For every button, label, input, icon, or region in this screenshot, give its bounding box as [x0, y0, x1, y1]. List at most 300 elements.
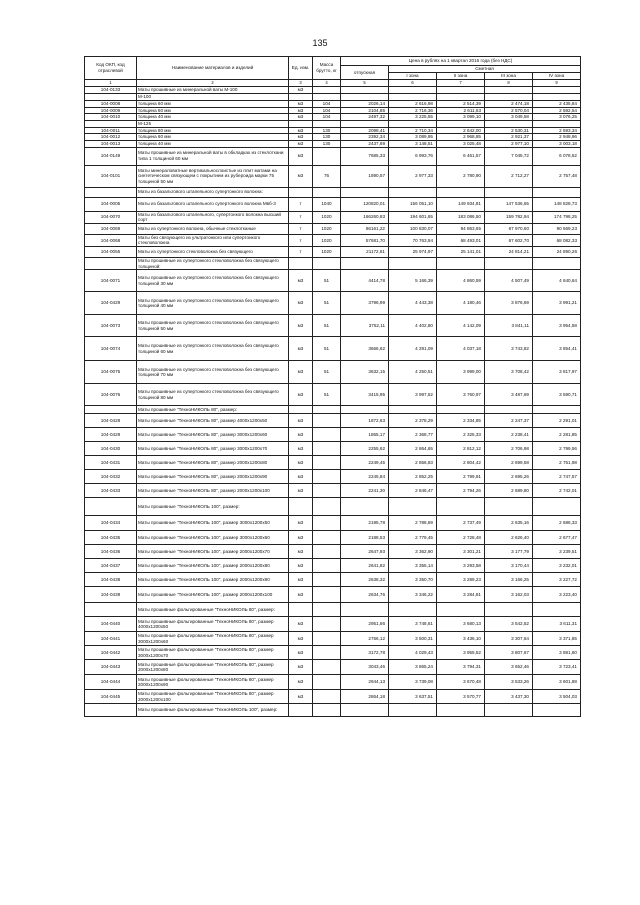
row-price-otpusk: 2188,53 — [341, 531, 389, 545]
header-name: Наименование материалов и изделий — [137, 57, 289, 80]
row-unit: м3 — [289, 675, 313, 690]
row-unit: т — [289, 246, 313, 257]
colnum: 2 — [137, 80, 289, 87]
row-code — [85, 704, 137, 717]
row-price-zone2: 3 794,31 — [437, 660, 485, 675]
row-name: толщина 60 мм — [137, 101, 289, 108]
row-mass: 104 — [313, 114, 341, 121]
table-row — [85, 140, 581, 147]
row-price-zone1: 4 029,43 — [389, 646, 437, 660]
row-mass — [313, 632, 341, 646]
row-price-zone1: 2 710,34 — [389, 127, 437, 134]
row-price-otpusk: 2944,13 — [341, 675, 389, 690]
row-price-zone1: 100 830,07 — [389, 223, 437, 234]
row-price-zone2: 2 780,90 — [437, 165, 485, 187]
row-unit: м3 — [289, 531, 313, 545]
row-price-zone2: 3 999,00 — [437, 361, 485, 384]
row-name: Маты прошивные из минеральной ваты в обкладках из стеклоткани типа 1 толщиной 60 мм — [137, 147, 289, 165]
row-price-zone3: 3 307,64 — [485, 632, 533, 646]
row-price-zone2 — [437, 94, 485, 101]
row-price-zone2: 2 514,39 — [437, 101, 485, 108]
row-unit: м3 — [289, 107, 313, 114]
row-price-zone1: 2 846,47 — [389, 484, 437, 498]
table-row — [85, 87, 581, 94]
row-price-zone2 — [437, 187, 485, 197]
row-mass — [313, 147, 341, 165]
row-price-zone4: 2 593,34 — [533, 127, 581, 134]
row-code: 104-0435 — [85, 531, 137, 545]
row-price-zone3: 2 238,41 — [485, 428, 533, 442]
row-mass: 51 — [313, 292, 341, 315]
row-unit: м3 — [289, 545, 313, 559]
table-row — [85, 632, 581, 646]
row-name: Маты прошивные "ТехноНИКОЛЬ 100", размер 2000х1200х80 — [137, 559, 289, 573]
row-price-zone2 — [437, 120, 485, 127]
table-row — [85, 573, 581, 587]
row-mass — [313, 690, 341, 704]
row-price-zone1: 3 739,08 — [389, 675, 437, 690]
row-price-otpusk — [341, 406, 389, 414]
row-code — [85, 498, 137, 516]
row-code: 104-0075 — [85, 361, 137, 384]
table-row — [85, 587, 581, 603]
row-price-zone4: 2 747,57 — [533, 470, 581, 484]
row-price-zone2 — [437, 257, 485, 269]
row-name: Маты прошивные "ТехноНИКОЛЬ 100", размер 2000х1200х70 — [137, 545, 289, 559]
table-row — [85, 246, 581, 257]
row-price-zone1 — [389, 187, 437, 197]
row-mass: 51 — [313, 270, 341, 292]
row-code: 104-0440 — [85, 617, 137, 632]
row-price-zone1 — [389, 257, 437, 269]
colnum: 8 — [485, 80, 533, 87]
row-price-zone3 — [485, 498, 533, 516]
row-price-zone4: 2 686,33 — [533, 516, 581, 531]
row-code: 104-0434 — [85, 516, 137, 531]
row-price-zone3: 2 921,37 — [485, 134, 533, 141]
row-price-zone4: 68 082,33 — [533, 234, 581, 246]
row-price-zone4: 3 590,71 — [533, 384, 581, 406]
row-price-zone3: 3 708,42 — [485, 361, 533, 384]
row-mass: 51 — [313, 384, 341, 406]
table-row — [85, 234, 581, 246]
row-unit: м3 — [289, 660, 313, 675]
row-code: 104-0071 — [85, 270, 137, 292]
row-price-zone2: 2 611,63 — [437, 107, 485, 114]
row-code: 104-0428 — [85, 414, 137, 428]
row-price-zone4: 3 817,97 — [533, 361, 581, 384]
row-price-otpusk: 2641,82 — [341, 559, 389, 573]
table-row — [85, 690, 581, 704]
row-price-zone2: 3 436,10 — [437, 632, 485, 646]
row-price-otpusk: 3043,46 — [341, 660, 389, 675]
row-code: 104-0441 — [85, 632, 137, 646]
row-price-otpusk — [341, 87, 389, 94]
row-price-zone4: 148 828,73 — [533, 197, 581, 211]
row-name: Маты прошивные из супертонкого стекловолокна без связующего толщиной 30 мм — [137, 270, 289, 292]
row-price-zone2: 25 141,01 — [437, 246, 485, 257]
row-code — [85, 257, 137, 269]
colnum: 3 — [289, 80, 313, 87]
row-price-zone2: 3 570,77 — [437, 690, 485, 704]
row-unit: м3 — [289, 337, 313, 361]
row-name: Маты прошивные из супертонкого стекловолокна без связующего толщиной: — [137, 257, 289, 269]
header-code: Код ОКП, код отраслевой — [85, 57, 137, 80]
row-code — [85, 187, 137, 197]
row-price-zone4: 3 601,88 — [533, 675, 581, 690]
row-code: 104-0429 — [85, 292, 137, 315]
row-mass — [313, 617, 341, 632]
row-mass — [313, 704, 341, 717]
row-price-zone2: 2 334,85 — [437, 414, 485, 428]
row-price-zone1 — [389, 498, 437, 516]
row-price-zone1: 2 616,98 — [389, 101, 437, 108]
row-name: толщина 40 мм — [137, 114, 289, 121]
row-code: 104-0012 — [85, 134, 137, 141]
row-price-zone2: 2 799,91 — [437, 470, 485, 484]
row-price-zone1: 6 993,76 — [389, 147, 437, 165]
row-code: 104-0431 — [85, 456, 137, 470]
row-price-zone2: 2 737,49 — [437, 516, 485, 531]
row-price-otpusk: 2026,14 — [341, 101, 389, 108]
row-mass: 76 — [313, 165, 341, 187]
row-price-zone1: 2 716,36 — [389, 107, 437, 114]
row-price-zone2: 3 955,52 — [437, 646, 485, 660]
row-code: 104-0011 — [85, 127, 137, 134]
row-price-zone2: 3 301,21 — [437, 545, 485, 559]
row-price-zone3: 3 743,82 — [485, 337, 533, 361]
table-row — [85, 428, 581, 442]
table-row — [85, 704, 581, 717]
row-price-otpusk: 3172,78 — [341, 646, 389, 660]
row-price-otpusk: 2634,76 — [341, 587, 389, 603]
row-price-otpusk: 3796,99 — [341, 292, 389, 315]
row-name: Маты прошивные фольгированные "ТехноНИКОЛЬ 80", размер 4000х1200х50 — [137, 617, 289, 632]
row-code: 104-0444 — [85, 675, 137, 690]
row-name: Маты без связующего из ультратонкого или супертонкого стекловолокна — [137, 234, 289, 246]
row-name: Маты прошивные "ТехноНИКОЛЬ 80", размер 2000х1200х90 — [137, 470, 289, 484]
row-mass: 104 — [313, 101, 341, 108]
row-name: Маты прошивные "ТехноНИКОЛЬ 80", размер 4000х1200х50 — [137, 414, 289, 428]
row-mass: 130 — [313, 140, 341, 147]
row-name: Маты из базальтового штапельного, супертонкого волокна высший сорт — [137, 211, 289, 223]
row-price-zone3: 2 695,26 — [485, 470, 533, 484]
row-price-zone3: 67 602,70 — [485, 234, 533, 246]
row-unit: м3 — [289, 384, 313, 406]
table-row — [85, 559, 581, 573]
row-price-zone1: 2 864,65 — [389, 442, 437, 456]
row-price-zone3: 3 542,52 — [485, 617, 533, 632]
row-price-zone2: 3 293,58 — [437, 559, 485, 573]
row-price-zone2 — [437, 406, 485, 414]
row-unit: т — [289, 234, 313, 246]
row-code: 104-0013 — [85, 140, 137, 147]
row-price-zone1 — [389, 120, 437, 127]
row-price-zone3: 2 635,16 — [485, 516, 533, 531]
row-code: 104-0074 — [85, 337, 137, 361]
row-price-otpusk: 2104,85 — [341, 107, 389, 114]
row-price-otpusk: 2437,69 — [341, 140, 389, 147]
row-price-zone4: 3 371,85 — [533, 632, 581, 646]
row-unit: м3 — [289, 442, 313, 456]
row-name: Маты прошивные "ТехноНИКОЛЬ 100", размер 2000х1200х90 — [137, 573, 289, 587]
row-price-zone1: 3 997,52 — [389, 384, 437, 406]
row-unit — [289, 498, 313, 516]
row-mass — [313, 187, 341, 197]
row-unit: т — [289, 197, 313, 211]
row-price-zone3: 2 699,58 — [485, 456, 533, 470]
row-unit: м3 — [289, 140, 313, 147]
row-price-otpusk: 120820,01 — [341, 197, 389, 211]
row-mass — [313, 516, 341, 531]
row-code: 104-0436 — [85, 545, 137, 559]
row-code: 104-0070 — [85, 211, 137, 223]
table-row — [85, 361, 581, 384]
row-price-zone1: 3 089,95 — [389, 134, 437, 141]
row-code: 104-0443 — [85, 660, 137, 675]
row-price-zone4: 2 281,85 — [533, 428, 581, 442]
row-mass — [313, 87, 341, 94]
table-row — [85, 165, 581, 187]
row-code: 104-0439 — [85, 587, 137, 603]
row-name: Маты прошивные "ТехноНИКОЛЬ 100", размер: — [137, 498, 289, 516]
table-row — [85, 107, 581, 114]
row-price-zone4 — [533, 704, 581, 717]
row-unit: м3 — [289, 127, 313, 134]
row-price-zone4: 3 954,58 — [533, 315, 581, 337]
row-price-zone4: 2 742,01 — [533, 484, 581, 498]
row-code — [85, 406, 137, 414]
row-price-zone2: 2 812,12 — [437, 442, 485, 456]
row-name: Маты прошивные "ТехноНИКОЛЬ 80", размер: — [137, 406, 289, 414]
page-number: 135 — [312, 38, 328, 48]
row-price-zone1: 2 977,33 — [389, 165, 437, 187]
row-price-otpusk: 3666,62 — [341, 337, 389, 361]
row-price-zone4: 3 003,18 — [533, 140, 581, 147]
row-price-zone3: 3 049,58 — [485, 114, 533, 121]
row-mass — [313, 94, 341, 101]
row-price-zone2: 4 860,59 — [437, 270, 485, 292]
row-price-zone3: 3 841,11 — [485, 315, 533, 337]
row-price-zone2: 3 284,81 — [437, 587, 485, 603]
row-name: Маты минераловатные вертикальнослоистые из плит матами на синтетическом связующем с покрытием из рубероида марки 75 толщиной 50 мм — [137, 165, 289, 187]
row-unit — [289, 704, 313, 717]
row-mass — [313, 559, 341, 573]
table-row — [85, 406, 581, 414]
row-price-zone2: 2 642,00 — [437, 127, 485, 134]
row-mass — [313, 406, 341, 414]
row-price-zone2: 149 934,81 — [437, 197, 485, 211]
table-row — [85, 384, 581, 406]
row-mass — [313, 498, 341, 516]
row-price-zone4 — [533, 603, 581, 617]
row-mass: 130 — [313, 127, 341, 134]
row-code: 104-0433 — [85, 484, 137, 498]
row-price-zone3: 3 652,46 — [485, 660, 533, 675]
row-price-otpusk — [341, 120, 389, 127]
row-price-otpusk: 3415,95 — [341, 384, 389, 406]
row-unit: м3 — [289, 587, 313, 603]
row-price-otpusk: 2392,34 — [341, 134, 389, 141]
row-price-otpusk: 2497,32 — [341, 114, 389, 121]
row-price-zone1 — [389, 87, 437, 94]
row-price-zone2: 3 289,23 — [437, 573, 485, 587]
row-name: Маты прошивные фольгированные "ТехноНИКОЛЬ 80", размер 2000х1200х100 — [137, 690, 289, 704]
row-mass — [313, 442, 341, 456]
row-price-zone3: 67 970,60 — [485, 223, 533, 234]
row-unit: т — [289, 211, 313, 223]
row-name: Маты прошивные фольгированные "ТехноНИКОЛЬ 80", размер 3000х1200х70 — [137, 646, 289, 660]
row-mass — [313, 660, 341, 675]
row-price-otpusk: 2195,78 — [341, 516, 389, 531]
row-price-zone3 — [485, 257, 533, 269]
row-price-zone2 — [437, 87, 485, 94]
table-row — [85, 257, 581, 269]
row-name: Маты из супертонкого волокна, обычные стеклотканые — [137, 223, 289, 234]
row-mass — [313, 675, 341, 690]
colnum: 1 — [85, 80, 137, 87]
row-price-zone3: 7 045,72 — [485, 147, 533, 165]
row-price-zone2: 3 680,13 — [437, 617, 485, 632]
row-price-zone1: 2 852,25 — [389, 470, 437, 484]
row-price-zone1: 2 788,69 — [389, 516, 437, 531]
row-price-otpusk: 2756,12 — [341, 632, 389, 646]
row-price-zone4 — [533, 87, 581, 94]
row-price-otpusk — [341, 257, 389, 269]
row-unit: м3 — [289, 315, 313, 337]
table-row — [85, 211, 581, 223]
row-code: 104-0069 — [85, 223, 137, 234]
row-code: 104-0442 — [85, 646, 137, 660]
row-price-otpusk: 2864,18 — [341, 690, 389, 704]
row-name: Маты прошивные фольгированные "ТехноНИКОЛЬ 80", размер 2000х1200х80 — [137, 660, 289, 675]
row-price-zone4: 90 569,23 — [533, 223, 581, 234]
table-row — [85, 516, 581, 531]
row-price-zone4: 2 948,96 — [533, 134, 581, 141]
row-price-zone3 — [485, 120, 533, 127]
row-unit: м3 — [289, 414, 313, 428]
row-unit: м3 — [289, 516, 313, 531]
row-mass — [313, 646, 341, 660]
row-price-otpusk: 7685,33 — [341, 147, 389, 165]
row-code: 104-0133 — [85, 87, 137, 94]
row-price-zone2: 3 025,48 — [437, 140, 485, 147]
row-code: 104-0010 — [85, 114, 137, 121]
row-price-otpusk: 3752,11 — [341, 315, 389, 337]
row-price-zone4: 24 890,26 — [533, 246, 581, 257]
colnum: 5 — [341, 80, 389, 87]
row-code: 104-0009 — [85, 107, 137, 114]
row-price-zone3 — [485, 87, 533, 94]
row-price-zone1 — [389, 603, 437, 617]
row-name: Маты из базальтового штапельного супертонкого волокна Мвб-3 — [137, 197, 289, 211]
row-price-zone3: 2 570,04 — [485, 107, 533, 114]
row-price-zone4: 3 854,41 — [533, 337, 581, 361]
row-price-zone3 — [485, 406, 533, 414]
row-mass: 104 — [313, 107, 341, 114]
row-code — [85, 94, 137, 101]
row-price-zone4: 3 991,21 — [533, 292, 581, 315]
row-price-zone4: 3 239,51 — [533, 545, 581, 559]
row-code: 104-0005 — [85, 197, 137, 211]
row-price-zone4: 3 232,01 — [533, 559, 581, 573]
row-price-zone2: 3 760,97 — [437, 384, 485, 406]
table-row — [85, 127, 581, 134]
row-mass — [313, 470, 341, 484]
row-price-zone3: 3 162,03 — [485, 587, 533, 603]
row-unit: м3 — [289, 456, 313, 470]
row-unit: м3 — [289, 165, 313, 187]
row-unit: м3 — [289, 134, 313, 141]
table-row — [85, 337, 581, 361]
row-mass: 51 — [313, 337, 341, 361]
row-price-zone4: 2 435,84 — [533, 101, 581, 108]
colnum: 7 — [437, 80, 485, 87]
row-price-zone4: 2 677,47 — [533, 531, 581, 545]
row-mass: 51 — [313, 315, 341, 337]
row-price-zone4: 3 881,60 — [533, 646, 581, 660]
table-row — [85, 223, 581, 234]
row-price-zone2: 183 086,50 — [437, 211, 485, 223]
table-body — [85, 87, 581, 717]
header-zone2: II зона — [437, 73, 485, 80]
row-price-otpusk: 3632,15 — [341, 361, 389, 384]
row-price-otpusk: 2245,84 — [341, 470, 389, 484]
row-unit — [289, 94, 313, 101]
row-mass — [313, 257, 341, 269]
row-price-zone1: 3 865,24 — [389, 660, 437, 675]
row-price-otpusk: 57681,70 — [341, 234, 389, 246]
row-price-zone4: 2 592,54 — [533, 107, 581, 114]
row-price-zone2: 6 461,57 — [437, 147, 485, 165]
row-unit: м3 — [289, 690, 313, 704]
row-price-zone3: 3 170,44 — [485, 559, 533, 573]
row-price-zone1: 3 500,31 — [389, 632, 437, 646]
table-row — [85, 531, 581, 545]
row-name: Маты прошивные "ТехноНИКОЛЬ 80", размер 2000х1200х100 — [137, 484, 289, 498]
row-unit: м3 — [289, 87, 313, 94]
row-price-zone3: 3 487,69 — [485, 384, 533, 406]
header-smetnaya: Сметная — [389, 66, 581, 73]
row-price-zone2: 94 863,65 — [437, 223, 485, 234]
row-price-zone4: 2 291,01 — [533, 414, 581, 428]
row-price-zone4: 3 611,31 — [533, 617, 581, 632]
table-row — [85, 660, 581, 675]
row-price-otpusk — [341, 603, 389, 617]
row-price-zone3 — [485, 704, 533, 717]
table-row — [85, 120, 581, 127]
row-price-zone4 — [533, 94, 581, 101]
table-row — [85, 456, 581, 470]
row-unit: м3 — [289, 646, 313, 660]
row-name: Маты прошивные фольгированные "ТехноНИКОЛЬ 80", размер 3000х1200х60 — [137, 632, 289, 646]
row-price-zone4: 3 076,25 — [533, 114, 581, 121]
row-price-zone2: 68 493,01 — [437, 234, 485, 246]
row-price-zone4 — [533, 498, 581, 516]
table-row — [85, 603, 581, 617]
row-unit: м3 — [289, 292, 313, 315]
row-unit: м3 — [289, 632, 313, 646]
row-code — [85, 120, 137, 127]
row-price-otpusk: 21172,61 — [341, 246, 389, 257]
row-price-zone1: 2 378,29 — [389, 414, 437, 428]
row-price-otpusk: 86161,22 — [341, 223, 389, 234]
row-price-zone1: 2 779,45 — [389, 531, 437, 545]
row-price-otpusk: 1865,17 — [341, 428, 389, 442]
row-price-zone1: 3 362,90 — [389, 545, 437, 559]
table-row — [85, 484, 581, 498]
row-code: 104-0445 — [85, 690, 137, 704]
